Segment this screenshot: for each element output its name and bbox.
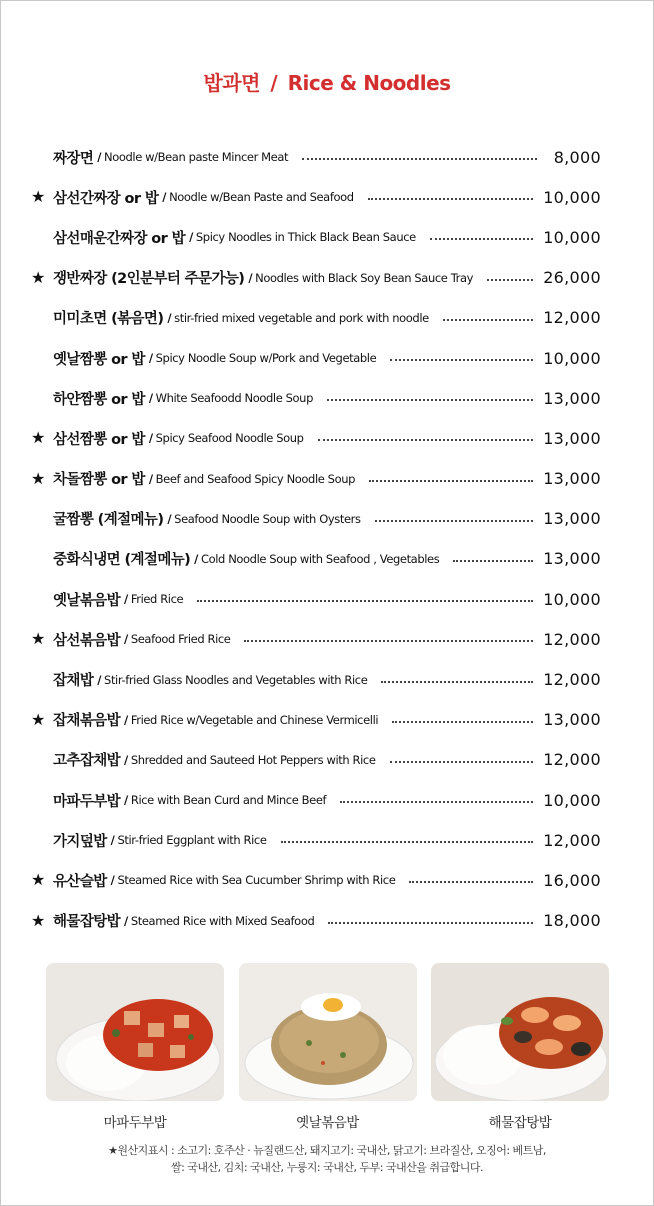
menu-item-english: / Spicy Noodles in Thick Black Bean Sauce <box>189 230 416 245</box>
menu-item-price: 13,000 <box>543 710 601 730</box>
star-icon: ★ <box>31 870 46 890</box>
dotted-leader <box>197 600 533 602</box>
menu-item-korean-name: 삼선매운간짜장 or 밥 <box>53 230 186 247</box>
menu-item-english: / Stir-fried Eggplant with Rice <box>110 833 267 848</box>
menu-item-price: 18,000 <box>543 911 601 931</box>
dotted-leader <box>318 439 534 441</box>
menu-item-english: / Fried Rice w/Vegetable and Chinese Vermicelli <box>124 712 379 727</box>
menu-item-english: / Seafood Noodle Soup with Oysters <box>167 511 361 526</box>
menu-item-price: 12,000 <box>543 670 601 690</box>
menu-item <box>1 860 653 900</box>
menu-item-english-name: stir-fried mixed vegetable and pork with noodle <box>174 310 429 325</box>
dotted-leader <box>281 841 534 843</box>
menu-item-english-name: Noodle w/Bean paste Mincer Meat <box>104 150 289 165</box>
menu-item-korean-name: 옛날볶음밥 <box>53 592 121 609</box>
photo-card-mapo-tofu <box>46 963 224 1131</box>
dotted-leader <box>302 158 537 160</box>
dotted-leader <box>453 560 533 562</box>
dotted-leader <box>430 238 533 240</box>
menu-item-korean-name: 마파두부밥 <box>53 793 121 810</box>
menu-item-english: / Spicy Noodle Soup w/Pork and Vegetable <box>148 351 377 366</box>
page-title <box>1 67 653 96</box>
menu-item-korean-name: 해물잡탕밥 <box>53 914 121 931</box>
menu-item <box>1 177 653 217</box>
origin-line-2: 쌀: 국내산, 김치: 국내산, 누룽지: 국내산, 두부: 국내산을 취급합니다. <box>170 1161 484 1174</box>
menu-item-korean-name: 옛날짬뽕 or 밥 <box>53 351 145 368</box>
menu-item-price: 13,000 <box>543 388 601 408</box>
menu-item-price: 10,000 <box>543 227 601 247</box>
dotted-leader <box>340 801 533 803</box>
menu-item <box>1 418 653 458</box>
dotted-leader <box>381 681 533 683</box>
menu-item-english-name: Beef and Seafood Spicy Noodle Soup <box>155 471 355 486</box>
menu-item-english: / Spicy Seafood Noodle Soup <box>148 431 304 446</box>
menu-item-english-name: Fried Rice <box>130 592 184 607</box>
menu-item-english-name: Steamed Rice with Mixed Seafood <box>130 913 315 928</box>
menu-item-korean-name: 중화식냉면 (계절메뉴) <box>53 552 191 569</box>
menu-item-price: 13,000 <box>543 469 601 489</box>
photo-card-seafood-rice <box>431 963 609 1131</box>
menu-item-english-name: Steamed Rice with Sea Cucumber Shrimp with Rice <box>117 873 396 888</box>
menu-item-price: 10,000 <box>543 348 601 368</box>
menu-item <box>1 217 653 257</box>
menu-item-korean-name: 짜장면 <box>53 150 94 167</box>
menu-item-korean-name: 삼선간짜장 or 밥 <box>53 190 159 207</box>
menu-item-price: 13,000 <box>543 549 601 569</box>
menu-item-english-name: Seafood Fried Rice <box>130 632 231 647</box>
menu-item <box>1 700 653 740</box>
title-korean: 밥과면 <box>203 71 260 95</box>
dotted-leader <box>327 399 533 401</box>
star-icon: ★ <box>31 709 46 729</box>
menu-item-english-name: Spicy Noodle Soup w/Pork and Vegetable <box>155 351 377 366</box>
dotted-leader <box>368 198 534 200</box>
menu-item-english-name: Seafood Noodle Soup with Oysters <box>174 511 361 526</box>
star-icon: ★ <box>31 267 46 287</box>
menu-item-english: / Beef and Seafood Spicy Noodle Soup <box>148 471 355 486</box>
menu-item <box>1 137 653 177</box>
menu-item-english-name: Noodle w/Bean Paste and Seafood <box>169 190 354 205</box>
menu-item-english: / Steamed Rice with Mixed Seafood <box>124 913 315 928</box>
menu-item-english: / Shredded and Sauteed Hot Peppers with Rice <box>124 752 376 767</box>
photo-caption: 해물잡탕밥 <box>488 1115 552 1131</box>
menu-item-english: / Fried Rice <box>124 592 184 607</box>
dotted-leader <box>390 761 534 763</box>
menu-item-price: 10,000 <box>543 589 601 609</box>
star-icon: ★ <box>31 187 46 207</box>
dotted-leader <box>443 319 533 321</box>
dotted-leader <box>409 881 533 883</box>
menu-item-korean-name: 잡채밥 <box>53 673 94 690</box>
menu-item-english-name: Noodles with Black Soy Bean Sauce Tray <box>255 270 474 285</box>
menu-item-english: / Noodle w/Bean Paste and Seafood <box>162 190 354 205</box>
menu-item-korean-name: 고추잡채밥 <box>53 753 121 770</box>
menu-item-korean-name: 미미초면 (볶음면) <box>53 311 164 328</box>
dotted-leader <box>487 279 533 281</box>
photo-card-fried-rice <box>239 963 417 1131</box>
dotted-leader <box>369 480 533 482</box>
menu-list <box>1 137 653 941</box>
photo-gallery <box>46 963 609 1131</box>
menu-item-english: / White Seafoodd Noodle Soup <box>148 391 313 406</box>
menu-item <box>1 378 653 418</box>
menu-item-english: / Stir-fried Glass Noodles and Vegetables with Rice <box>97 672 368 687</box>
menu-item-korean-name: 굴짬뽕 (계절메뉴) <box>53 512 164 529</box>
menu-item <box>1 901 653 941</box>
star-icon: ★ <box>31 910 46 930</box>
menu-item-english: / Seafood Fried Rice <box>124 632 231 647</box>
star-icon: ★ <box>31 468 46 488</box>
dotted-leader <box>375 520 534 522</box>
menu-item-korean-name: 가지덮밥 <box>53 833 107 850</box>
menu-item <box>1 539 653 579</box>
menu-item <box>1 579 653 619</box>
menu-item-english-name: Spicy Noodles in Thick Black Bean Sauce <box>195 230 416 245</box>
menu-item-price: 16,000 <box>543 870 601 890</box>
menu-item-english: / Cold Noodle Soup with Seafood , Vegetables <box>194 551 440 566</box>
menu-item-english: / Noodles with Black Soy Bean Sauce Tray <box>248 270 474 285</box>
menu-item <box>1 499 653 539</box>
menu-item <box>1 740 653 780</box>
dotted-leader <box>392 721 533 723</box>
menu-item-english-name: White Seafoodd Noodle Soup <box>155 391 313 406</box>
menu-item-english-name: Stir-fried Eggplant with Rice <box>117 833 267 848</box>
menu-item-korean-name: 차돌짬뽕 or 밥 <box>53 472 145 489</box>
menu-item <box>1 820 653 860</box>
origin-notice <box>1 1142 653 1176</box>
title-english: Rice & Noodles <box>287 71 451 95</box>
menu-item <box>1 659 653 699</box>
menu-item-price: 12,000 <box>543 629 601 649</box>
menu-item <box>1 298 653 338</box>
title-separator: / <box>270 71 278 95</box>
menu-item-price: 10,000 <box>543 187 601 207</box>
menu-item-price: 8,000 <box>553 147 601 167</box>
menu-item-price: 13,000 <box>543 428 601 448</box>
menu-item <box>1 780 653 820</box>
menu-item-price: 13,000 <box>543 509 601 529</box>
menu-item-korean-name: 쟁반짜장 (2인분부터 주문가능) <box>53 271 245 288</box>
menu-item-english: / Noodle w/Bean paste Mincer Meat <box>97 150 289 165</box>
menu-item-english-name: Spicy Seafood Noodle Soup <box>155 431 304 446</box>
menu-item <box>1 258 653 298</box>
menu-item-english-name: Shredded and Sauteed Hot Peppers with Rice <box>130 752 376 767</box>
menu-item-price: 26,000 <box>543 268 601 288</box>
menu-item <box>1 338 653 378</box>
menu-item <box>1 619 653 659</box>
photo-caption: 옛날볶음밥 <box>296 1115 359 1131</box>
menu-item-korean-name: 삼선짬뽕 or 밥 <box>53 431 145 448</box>
origin-line-1: ★원산지표시 : 소고기: 호주산 · 뉴질랜드산, 돼지고기: 국내산, 닭고기: 브라질산, 오징어: 베트남, <box>108 1144 546 1157</box>
menu-item-price: 12,000 <box>543 750 601 770</box>
menu-item-korean-name: 잡채볶음밥 <box>53 713 121 730</box>
photo-caption: 마파두부밥 <box>103 1115 167 1131</box>
menu-item <box>1 459 653 499</box>
menu-item-price: 10,000 <box>543 790 601 810</box>
menu-item-english-name: Rice with Bean Curd and Mince Beef <box>130 793 327 808</box>
menu-item-price: 12,000 <box>543 308 601 328</box>
star-icon: ★ <box>31 629 46 649</box>
menu-item-korean-name: 하얀짬뽕 or 밥 <box>53 391 145 408</box>
menu-item-english: / Rice with Bean Curd and Mince Beef <box>124 793 327 808</box>
menu-item-english-name: Cold Noodle Soup with Seafood , Vegetables <box>200 551 440 566</box>
menu-item-english-name: Fried Rice w/Vegetable and Chinese Vermicelli <box>130 712 379 727</box>
dotted-leader <box>244 640 533 642</box>
dotted-leader <box>390 359 533 361</box>
menu-item-price: 12,000 <box>543 830 601 850</box>
menu-item-english: / stir-fried mixed vegetable and pork with noodle <box>167 310 429 325</box>
menu-item-korean-name: 유산슬밥 <box>53 873 107 890</box>
menu-item-english-name: Stir-fried Glass Noodles and Vegetables with Rice <box>104 672 368 687</box>
menu-item-english: / Steamed Rice with Sea Cucumber Shrimp with Rice <box>110 873 396 888</box>
seafood-rice-photo <box>431 963 609 1101</box>
fried-rice-photo <box>239 963 417 1101</box>
mapo-tofu-rice-photo <box>46 963 224 1101</box>
star-icon: ★ <box>31 428 46 448</box>
dotted-leader <box>328 922 533 924</box>
menu-item-korean-name: 삼선볶음밥 <box>53 632 121 649</box>
